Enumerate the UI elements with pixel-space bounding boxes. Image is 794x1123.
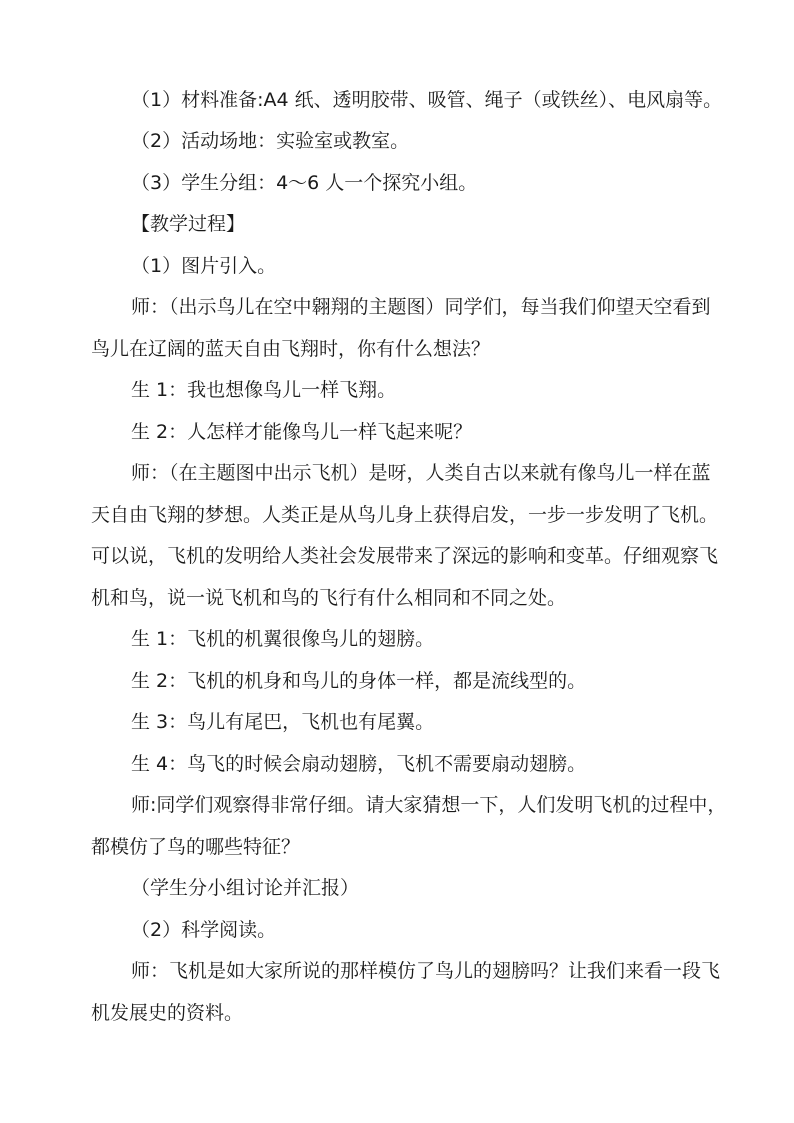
activity-venue-line: （2）活动场地：实验室或教室。 [131, 130, 410, 152]
student-grouping-line: （3）学生分组：4～6 人一个探究小组。 [131, 172, 478, 194]
dialogue-line: 生 1：飞机的机翼很像鸟儿的翅膀。 [131, 628, 435, 650]
paragraph-line: 天自由飞翔的梦想。人类正是从鸟儿身上获得启发，一步一步发明了飞机。 [91, 504, 719, 526]
dialogue-line: 生 2：人怎样才能像鸟儿一样飞起来呢？ [131, 421, 473, 443]
paragraph-line: 机发展史的资料。 [91, 1002, 244, 1024]
paragraph-line: 都模仿了鸟的哪些特征？ [91, 836, 301, 858]
paragraph-line: 师：（出示鸟儿在空中翱翔的主题图）同学们，每当我们仰望天空看到 [131, 296, 711, 318]
paragraph-line: 可以说，飞机的发明给人类社会发展带来了深远的影响和变革。仔细观察飞 [91, 545, 719, 567]
paragraph-line: 师：飞机是如大家所说的那样模仿了鸟儿的翅膀吗？让我们来看一段飞 [131, 960, 721, 982]
dialogue-line: 生 1：我也想像鸟儿一样飞翔。 [131, 379, 397, 401]
dialogue-line: 生 3：鸟儿有尾巴，飞机也有尾翼。 [131, 711, 435, 733]
paragraph-line: 师：（在主题图中出示飞机）是呀，人类自古以来就有像鸟儿一样在蓝 [131, 462, 711, 484]
stage-direction-line: （学生分小组讨论并汇报） [131, 877, 360, 899]
paragraph-line: 师:同学们观察得非常仔细。请大家猜想一下，人们发明飞机的过程中， [131, 794, 727, 816]
dialogue-line: 生 2：飞机的机身和鸟儿的身体一样，都是流线型的。 [131, 670, 587, 692]
dialogue-line: 生 4：鸟飞的时候会扇动翅膀，飞机不需要扇动翅膀。 [131, 753, 587, 775]
paragraph-line: 鸟儿在辽阔的蓝天自由飞翔时，你有什么想法？ [91, 338, 491, 360]
material-prep-line: （1）材料准备:A4 纸、透明胶带、吸管、绳子（或铁丝）、电风扇等。 [131, 89, 723, 111]
section-heading-teaching-process: 【教学过程】 [131, 213, 246, 235]
step-picture-intro: （1）图片引入。 [131, 255, 277, 277]
step-science-reading: （2）科学阅读。 [131, 919, 277, 941]
paragraph-line: 机和鸟，说一说飞机和鸟的飞行有什么相同和不同之处。 [91, 587, 567, 609]
